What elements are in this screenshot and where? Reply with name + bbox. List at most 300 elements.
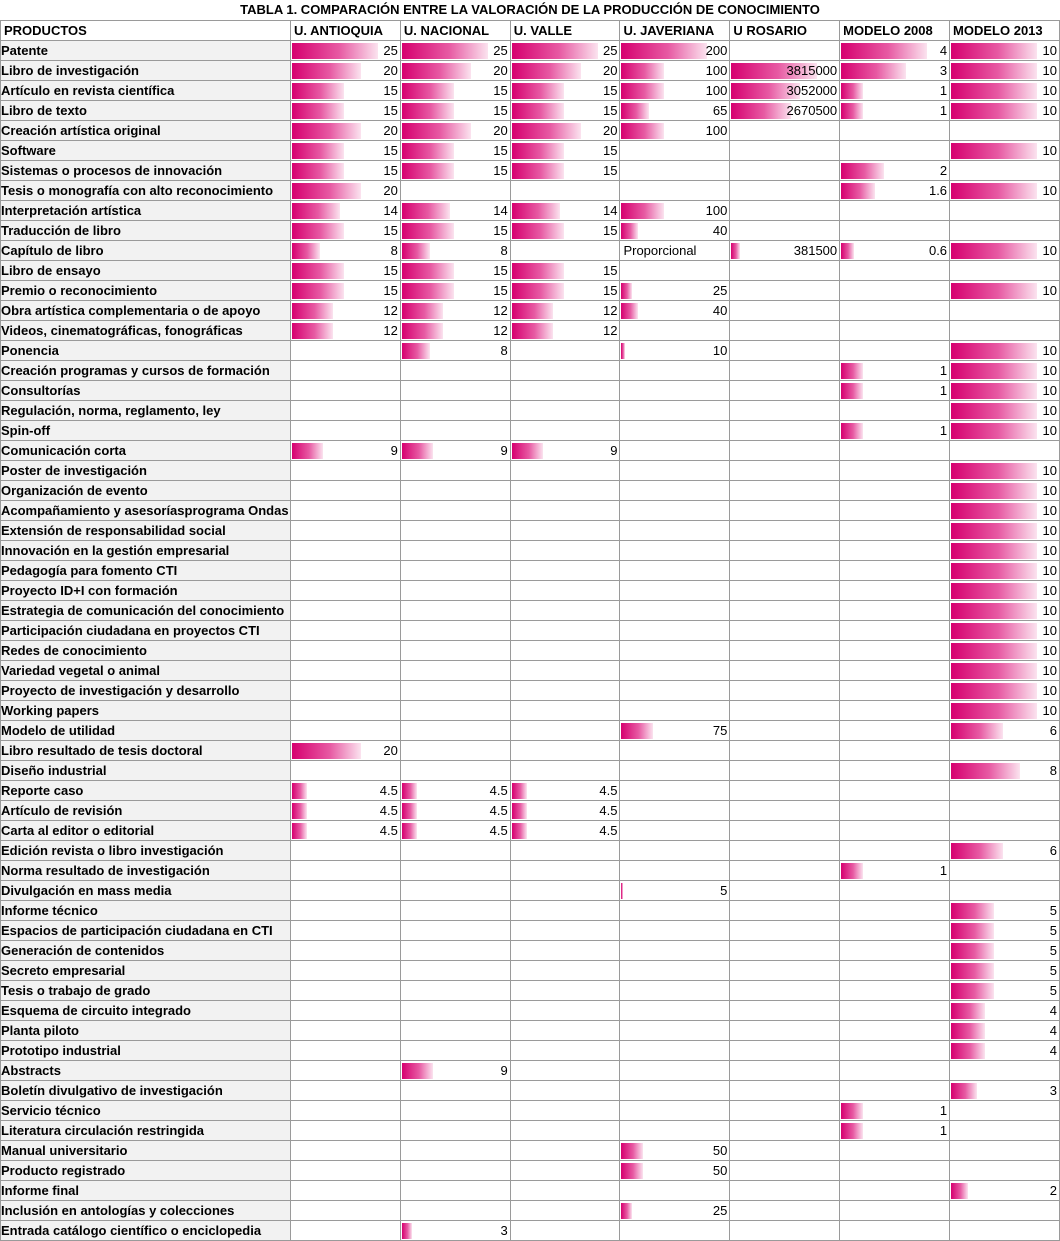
value-cell xyxy=(840,841,950,861)
table-row xyxy=(1,361,1060,381)
data-value: 15 xyxy=(383,263,398,278)
data-value: 20 xyxy=(383,63,398,78)
product-label: Generación de contenidos xyxy=(1,941,291,961)
value-cell xyxy=(620,881,730,901)
value-cell xyxy=(290,1201,400,1221)
value-cell xyxy=(730,901,840,921)
data-bar xyxy=(841,163,884,179)
data-bar xyxy=(402,223,454,239)
product-label: Informe final xyxy=(1,1181,291,1201)
table-row xyxy=(1,761,1060,781)
data-bar xyxy=(512,203,560,219)
data-bar xyxy=(951,183,1037,199)
value-cell xyxy=(620,841,730,861)
data-bar xyxy=(621,223,638,239)
value-cell xyxy=(400,1021,510,1041)
data-value: 3815000 xyxy=(786,63,838,78)
value-cell xyxy=(840,541,950,561)
value-cell xyxy=(840,801,950,821)
data-value: 20 xyxy=(602,123,618,138)
value-cell xyxy=(290,561,400,581)
data-bar xyxy=(951,963,994,979)
table-row xyxy=(1,181,1060,201)
data-value: 10 xyxy=(1042,683,1057,698)
value-cell xyxy=(290,601,400,621)
data-bar xyxy=(292,43,378,59)
data-value: 4.5 xyxy=(599,783,618,798)
value-cell xyxy=(510,401,620,421)
data-bar xyxy=(951,543,1037,559)
product-label: Working papers xyxy=(1,701,291,721)
data-value: 15 xyxy=(383,83,398,98)
data-bar xyxy=(292,823,307,839)
table-row xyxy=(1,1081,1060,1101)
header-col-nacional: U. NACIONAL xyxy=(400,21,510,41)
value-cell xyxy=(400,1041,510,1061)
value-cell xyxy=(730,41,840,61)
data-bar xyxy=(512,323,553,339)
value-cell xyxy=(510,941,620,961)
data-bar xyxy=(402,1223,412,1239)
value-cell xyxy=(840,501,950,521)
product-label: Libro resultado de tesis doctoral xyxy=(1,741,291,761)
value-cell xyxy=(730,401,840,421)
data-value: 14 xyxy=(493,203,508,218)
table-row xyxy=(1,201,1060,221)
data-bar xyxy=(951,363,1037,379)
data-bar xyxy=(951,623,1037,639)
data-value: 1 xyxy=(939,423,948,438)
value-cell xyxy=(510,561,620,581)
value-cell xyxy=(840,821,950,841)
product-label: Planta piloto xyxy=(1,1021,291,1041)
value-cell xyxy=(950,761,1060,781)
data-bar xyxy=(951,683,1037,699)
value-cell xyxy=(950,481,1060,501)
table-row xyxy=(1,401,1060,421)
data-bar xyxy=(951,343,1037,359)
value-cell xyxy=(730,301,840,321)
value-cell xyxy=(840,1081,950,1101)
product-label: Modelo de utilidad xyxy=(1,721,291,741)
product-label: Interpretación artística xyxy=(1,201,291,221)
value-cell xyxy=(290,521,400,541)
data-value: 15 xyxy=(602,163,618,178)
data-value: 15 xyxy=(493,143,508,158)
value-cell xyxy=(620,621,730,641)
data-value: 6 xyxy=(1049,843,1057,858)
data-bar xyxy=(621,283,632,299)
value-cell xyxy=(510,121,620,141)
value-cell xyxy=(400,1081,510,1101)
data-bar xyxy=(951,903,994,919)
value-cell xyxy=(510,801,620,821)
data-value: 12 xyxy=(383,303,398,318)
product-label: Variedad vegetal o animal xyxy=(1,661,291,681)
value-cell xyxy=(730,761,840,781)
data-bar xyxy=(292,203,340,219)
value-cell xyxy=(840,381,950,401)
value-cell xyxy=(840,521,950,541)
value-cell xyxy=(400,841,510,861)
value-cell xyxy=(840,161,950,181)
data-bar xyxy=(951,63,1037,79)
data-bar xyxy=(292,743,361,759)
value-cell xyxy=(840,641,950,661)
product-label: Acompañamiento y asesoríasprograma Ondas xyxy=(1,501,291,521)
value-cell xyxy=(730,1101,840,1121)
value-cell xyxy=(730,1081,840,1101)
value-cell xyxy=(620,41,730,61)
data-bar xyxy=(512,43,598,59)
value-cell xyxy=(840,741,950,761)
value-cell xyxy=(950,301,1060,321)
value-cell xyxy=(620,501,730,521)
value-cell xyxy=(290,901,400,921)
data-value: 50 xyxy=(712,1143,728,1158)
value-cell xyxy=(730,521,840,541)
data-value: 12 xyxy=(383,323,398,338)
value-cell xyxy=(510,301,620,321)
value-cell xyxy=(730,201,840,221)
data-bar xyxy=(951,983,994,999)
product-label: Norma resultado de investigación xyxy=(1,861,291,881)
value-cell xyxy=(510,521,620,541)
value-cell xyxy=(620,561,730,581)
data-bar xyxy=(841,183,875,199)
data-value: 10 xyxy=(1042,503,1057,518)
data-value: 40 xyxy=(712,303,728,318)
data-value: 15 xyxy=(493,263,508,278)
table-row xyxy=(1,341,1060,361)
data-value: 10 xyxy=(1042,543,1057,558)
value-cell xyxy=(730,1181,840,1201)
value-cell xyxy=(290,941,400,961)
table-row xyxy=(1,161,1060,181)
value-cell xyxy=(290,961,400,981)
product-label: Espacios de participación ciudadana en CTI xyxy=(1,921,291,941)
data-value: 15 xyxy=(602,83,618,98)
table-row xyxy=(1,581,1060,601)
value-cell xyxy=(510,261,620,281)
value-cell xyxy=(620,721,730,741)
table-row xyxy=(1,801,1060,821)
value-cell xyxy=(290,481,400,501)
value-cell xyxy=(730,141,840,161)
data-value: 15 xyxy=(383,283,398,298)
value-cell xyxy=(510,281,620,301)
value-cell xyxy=(620,101,730,121)
table-row xyxy=(1,441,1060,461)
data-value: 20 xyxy=(493,123,508,138)
data-bar xyxy=(841,103,863,119)
value-cell xyxy=(510,161,620,181)
value-cell xyxy=(730,501,840,521)
value-cell xyxy=(950,961,1060,981)
data-bar xyxy=(951,583,1037,599)
data-bar xyxy=(951,703,1037,719)
product-label: Estrategia de comunicación del conocimiento xyxy=(1,601,291,621)
value-cell xyxy=(400,1001,510,1021)
table-row xyxy=(1,61,1060,81)
data-value: 14 xyxy=(383,203,398,218)
value-cell xyxy=(620,181,730,201)
data-bar xyxy=(621,723,653,739)
data-bar xyxy=(292,183,361,199)
data-value: 381500 xyxy=(793,243,838,258)
value-cell xyxy=(730,421,840,441)
data-value: 10 xyxy=(1042,243,1057,258)
product-label: Sistemas o procesos de innovación xyxy=(1,161,291,181)
data-bar xyxy=(621,343,625,359)
value-cell xyxy=(290,701,400,721)
data-bar xyxy=(621,103,649,119)
value-cell xyxy=(840,661,950,681)
value-cell xyxy=(950,1221,1060,1241)
data-value: 4.5 xyxy=(379,783,398,798)
data-bar xyxy=(512,263,564,279)
product-label: Poster de investigación xyxy=(1,461,291,481)
value-cell xyxy=(400,341,510,361)
value-cell xyxy=(510,41,620,61)
value-cell xyxy=(950,61,1060,81)
value-cell xyxy=(620,281,730,301)
data-value: 4 xyxy=(939,43,948,58)
value-cell xyxy=(950,801,1060,821)
table-row xyxy=(1,521,1060,541)
data-value: 10 xyxy=(1042,483,1057,498)
value-cell xyxy=(620,661,730,681)
value-cell xyxy=(950,41,1060,61)
table-row xyxy=(1,481,1060,501)
data-value: 25 xyxy=(493,43,508,58)
data-bar xyxy=(951,243,1037,259)
data-value: 8 xyxy=(500,343,508,358)
data-value: 3 xyxy=(500,1223,508,1238)
value-cell xyxy=(950,381,1060,401)
data-value: 25 xyxy=(712,1203,728,1218)
value-cell xyxy=(730,1201,840,1221)
value-cell xyxy=(290,241,400,261)
value-cell xyxy=(950,401,1060,421)
value-cell xyxy=(730,921,840,941)
table-row xyxy=(1,501,1060,521)
product-label: Software xyxy=(1,141,291,161)
data-bar xyxy=(621,123,664,139)
value-cell xyxy=(400,721,510,741)
value-cell xyxy=(730,321,840,341)
value-cell xyxy=(400,361,510,381)
value-cell xyxy=(950,181,1060,201)
value-cell xyxy=(400,681,510,701)
data-bar xyxy=(951,1003,985,1019)
table-row xyxy=(1,141,1060,161)
table-row xyxy=(1,881,1060,901)
data-value: 9 xyxy=(610,443,618,458)
table-row xyxy=(1,1001,1060,1021)
data-value: 8 xyxy=(1049,763,1057,778)
data-bar xyxy=(841,363,863,379)
table-row xyxy=(1,661,1060,681)
table-row xyxy=(1,681,1060,701)
value-cell xyxy=(510,1141,620,1161)
data-value: 4.5 xyxy=(489,783,508,798)
value-cell xyxy=(510,441,620,461)
data-value: 4.5 xyxy=(489,823,508,838)
value-cell xyxy=(950,561,1060,581)
value-cell xyxy=(290,221,400,241)
data-value: 10 xyxy=(1042,523,1057,538)
value-cell xyxy=(840,241,950,261)
data-bar xyxy=(512,783,527,799)
product-label: Creación programas y cursos de formación xyxy=(1,361,291,381)
data-bar xyxy=(951,663,1037,679)
value-cell xyxy=(730,181,840,201)
value-cell xyxy=(290,501,400,521)
value-cell xyxy=(510,581,620,601)
value-cell xyxy=(620,221,730,241)
value-cell xyxy=(620,261,730,281)
value-cell xyxy=(290,641,400,661)
value-cell xyxy=(290,321,400,341)
data-bar xyxy=(951,1083,977,1099)
data-bar xyxy=(402,303,443,319)
value-cell xyxy=(290,41,400,61)
data-bar xyxy=(512,103,564,119)
value-cell xyxy=(290,721,400,741)
value-cell xyxy=(290,441,400,461)
data-value: 4 xyxy=(1049,1023,1057,1038)
table-row xyxy=(1,1041,1060,1061)
value-cell xyxy=(620,1061,730,1081)
value-cell xyxy=(620,441,730,461)
value-cell xyxy=(950,261,1060,281)
data-value: 12 xyxy=(602,303,618,318)
data-value: 100 xyxy=(705,123,728,138)
value-cell xyxy=(620,781,730,801)
data-bar xyxy=(292,323,333,339)
data-value: 1 xyxy=(939,383,948,398)
data-bar xyxy=(402,783,417,799)
value-cell xyxy=(290,381,400,401)
header-col-modelo-2008: MODELO 2008 xyxy=(840,21,950,41)
value-cell xyxy=(290,801,400,821)
value-cell xyxy=(400,981,510,1001)
data-bar xyxy=(951,103,1037,119)
table-row xyxy=(1,321,1060,341)
data-text: Proporcional xyxy=(623,243,697,258)
value-cell xyxy=(950,1161,1060,1181)
data-bar xyxy=(292,103,344,119)
data-value: 1 xyxy=(939,863,948,878)
data-bar xyxy=(402,823,417,839)
value-cell xyxy=(950,101,1060,121)
value-cell xyxy=(950,141,1060,161)
value-cell xyxy=(510,821,620,841)
value-cell xyxy=(510,361,620,381)
value-cell xyxy=(730,841,840,861)
value-cell xyxy=(730,961,840,981)
value-cell xyxy=(400,401,510,421)
value-cell xyxy=(290,1081,400,1101)
data-bar xyxy=(841,1123,863,1139)
value-cell xyxy=(950,621,1060,641)
value-cell xyxy=(730,1021,840,1041)
value-cell xyxy=(290,281,400,301)
value-cell xyxy=(620,1161,730,1181)
value-cell xyxy=(510,741,620,761)
table-row xyxy=(1,1101,1060,1121)
value-cell xyxy=(840,781,950,801)
data-bar xyxy=(402,103,454,119)
product-label: Inclusión en antologías y colecciones xyxy=(1,1201,291,1221)
data-value: 2670500 xyxy=(786,103,838,118)
table-row xyxy=(1,1061,1060,1081)
value-cell xyxy=(400,1161,510,1181)
data-bar xyxy=(621,203,664,219)
value-cell xyxy=(840,121,950,141)
data-bar xyxy=(731,103,791,119)
value-cell xyxy=(510,1061,620,1081)
header-col-modelo-2013: MODELO 2013 xyxy=(950,21,1060,41)
value-cell xyxy=(620,301,730,321)
data-value: 15 xyxy=(493,283,508,298)
product-label: Abstracts xyxy=(1,1061,291,1081)
value-cell xyxy=(510,321,620,341)
data-bar xyxy=(402,323,443,339)
value-cell xyxy=(950,781,1060,801)
value-cell xyxy=(840,581,950,601)
value-cell xyxy=(620,321,730,341)
value-cell xyxy=(290,81,400,101)
value-cell xyxy=(950,741,1060,761)
value-cell xyxy=(620,1041,730,1061)
product-label: Prototipo industrial xyxy=(1,1041,291,1061)
value-cell xyxy=(620,341,730,361)
data-value: 10 xyxy=(1042,423,1057,438)
value-cell xyxy=(510,881,620,901)
value-cell xyxy=(950,1181,1060,1201)
value-cell xyxy=(620,161,730,181)
data-value: 8 xyxy=(390,243,398,258)
value-cell xyxy=(290,161,400,181)
table-body xyxy=(1,41,1060,1241)
data-value: 20 xyxy=(383,123,398,138)
table-row xyxy=(1,261,1060,281)
value-cell xyxy=(950,241,1060,261)
value-cell xyxy=(290,61,400,81)
value-cell xyxy=(620,681,730,701)
data-value: 10 xyxy=(1042,643,1057,658)
data-value: 10 xyxy=(1042,623,1057,638)
data-value: 75 xyxy=(712,723,728,738)
value-cell xyxy=(510,621,620,641)
value-cell xyxy=(400,641,510,661)
value-cell xyxy=(620,521,730,541)
value-cell xyxy=(400,201,510,221)
product-label: Premio o reconocimiento xyxy=(1,281,291,301)
value-cell xyxy=(730,641,840,661)
value-cell xyxy=(840,921,950,941)
value-cell xyxy=(620,241,730,261)
value-cell xyxy=(840,1161,950,1181)
table-row xyxy=(1,381,1060,401)
value-cell xyxy=(950,701,1060,721)
value-cell xyxy=(400,161,510,181)
data-value: 10 xyxy=(1042,403,1057,418)
value-cell xyxy=(290,401,400,421)
value-cell xyxy=(400,381,510,401)
